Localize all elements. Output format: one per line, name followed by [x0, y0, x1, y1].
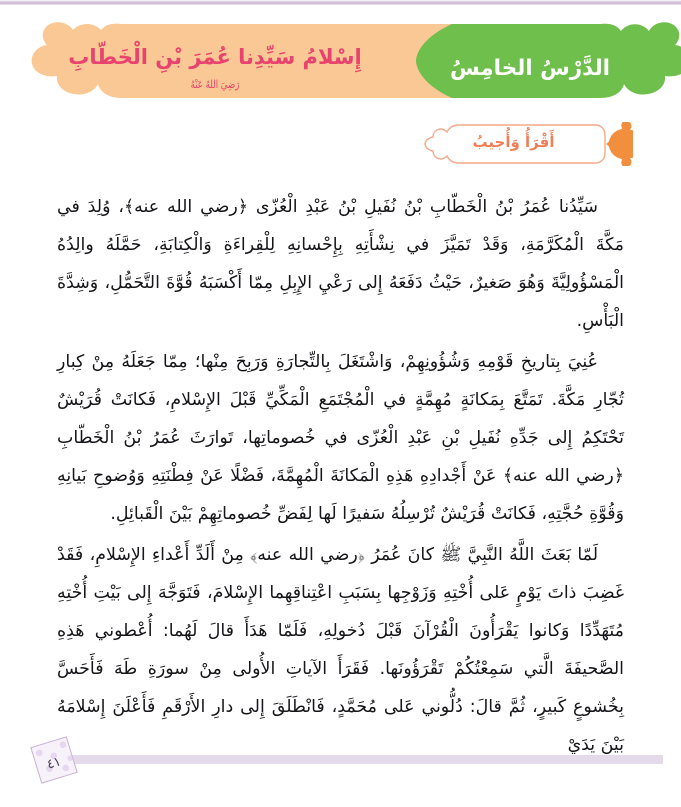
paragraph: سَيِّدُنا عُمَرُ بْنُ الْخَطّابِ بْنُ نُفَيلِ بْنُ عَبْدِ الْعُزّى ﴿رضي الله عنه﴾، وُلِدَ في مَكَّةَ الْمُكَرَّمَةِ، وَقَدْ تَمَيَّزَ في نِشْأَتِهِ بِإِحْسانِهِ لِلْقِراءَةِ وَالْكِتابَةِ، حَمَّلَهُ والِدُهُ الْمَسْؤُولِيَّةَ وَهُوَ صَغيرٌ، حَيْثُ دَفَعَهُ إِلى رَعْيِ الإِبِلِ مِمّا أَكْسَبَهُ قُوَّةَ التَّحَمُّلِ، وَشِدَّةَ الْبَأْسِ. [57, 197, 624, 331]
quatrefoil-icon [606, 122, 633, 166]
paragraph: لَمّا بَعَثَ اللَّهُ النَّبِيَّ ﷺ كانَ عُمَرُ ﴿رضي الله عنه﴾ مِنْ أَلَدِّ أَعْداءِ الإِسْلامِ، فَقَدْ غَضِبَ ذاتَ يَوْمٍ عَلى أُخْتِهِ وَزَوْجِها بِسَبَبِ اعْتِناقِهِما الإِسْلامَ، فَتَوَجَّهَ إِلى بَيْتِ أُخْتِهِ مُتَهَدِّدًا وَكانوا يَقْرَأُونَ الْقُرْآنَ قَبْلَ دُخولِهِ، فَلَمّا هَدَأَ قالَ لَهُما: أُعْطوني هَذِهِ الصَّحيفَةَ الَّتي سَمِعْتُكُمْ تَقْرَؤُونَها. فَقَرَأَ الآياتِ الأُولى مِنْ سورَةِ طَهَ فَأَحَسَّ بِخُشوعٍ كَبيرٍ، ثُمَّ قالَ: دُلُّوني عَلى مُحَمَّدٍ، فَانْطَلَقَ إِلى دارِ الأَرْقَمِ فَأَعْلَنَ إِسْلامَهُ بَيْنَ يَدَيْ [57, 545, 624, 755]
lesson-body-text [57, 188, 624, 767]
paragraph: عُنِيَ بِتاريخِ قَوْمِهِ وَشُؤُونِهِمْ، وَاشْتَغَلَ بِالتِّجارَةِ وَرَبِحَ مِنْها؛ مِمّا جَعَلَهُ مِنْ كِبارِ تُجّارِ مَكَّةَ. تَمَتَّعَ بِمَكانَةٍ مُهِمَّةٍ في الْمُجْتَمَعِ الْمَكِّيِّ قَبْلَ الإِسْلامِ، فَكانَتْ قُرَيْشٌ تَحْتَكِمُ إِلى جَدِّهِ نُفَيلِ بْنِ عَبْدِ الْعُزّى في خُصوماتِها، تَوارَثَ عُمَرُ بْنُ الْخَطّابِ ﴿رضي الله عنه﴾ عَنْ أَجْدادِهِ هَذِهِ الْمَكانَةَ الْمُهِمَّةَ، فَضْلًا عَنْ فِطْنَتِهِ وَوُضوحِ بَيانِهِ وَقُوَّةِ حُجَّتِهِ، فَكانَتْ قُرَيْشٌ تُرْسِلُهُ سَفيرًا لَها لِفَضِّ خُصوماتِهِمْ بَيْنَ الْقَبائِلِ. [57, 352, 624, 524]
header-banner [0, 22, 681, 100]
section-badge-label: أَقْرَأُ وَأُجيبُ [472, 133, 555, 151]
footer-rule [62, 755, 663, 764]
page-number: ٤١ [45, 754, 63, 773]
lesson-title: إِسْلامُ سَيِّدِنا عُمَرَ بْنِ الْخَطّابِ [68, 45, 362, 69]
lesson-tag-label: الدَّرْسُ الخامِسُ [449, 56, 611, 81]
lesson-title-honorific: رَضِيَ اللهُ عَنْهُ [190, 78, 240, 91]
section-badge [423, 122, 633, 166]
top-border-rule [0, 0, 681, 5]
